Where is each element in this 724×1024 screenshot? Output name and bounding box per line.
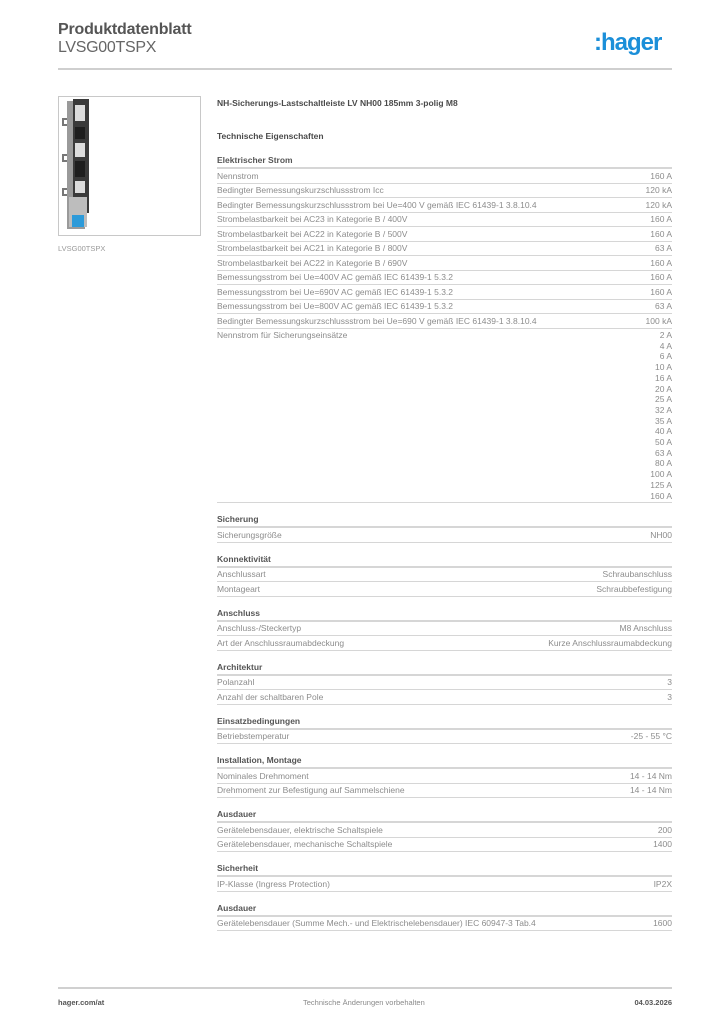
spec-label: Strombelastbarkeit bei AC23 in Kategorie B / 400V: [217, 214, 408, 224]
spec-label: Gerätelebensdauer, elektrische Schaltspiele: [217, 824, 383, 835]
spec-value: 25 A: [654, 394, 672, 405]
spec-row: [217, 213, 672, 228]
fuse-rating-values: [650, 330, 672, 501]
section-einsatzbedingungen: [217, 715, 672, 745]
spec-value: 4 A: [659, 340, 672, 351]
spec-value: 125 A: [650, 479, 672, 490]
spec-label: Polanzahl: [217, 677, 255, 688]
spec-row: [217, 690, 672, 705]
spec-value: 2 A: [659, 330, 672, 340]
footer-website: hager.com/at: [58, 998, 105, 1007]
product-image: [58, 96, 201, 236]
spec-value: 3: [667, 677, 672, 688]
spec-row-fuse-ratings: [217, 329, 672, 504]
spec-row: [217, 568, 672, 583]
spec-label: Bemessungsstrom bei Ue=690V AC gemäß IEC 61439-1 5.3.2: [217, 286, 454, 297]
spec-value: 200: [657, 824, 672, 835]
spec-label: Anschlussart: [217, 569, 266, 580]
section-elektrischer-strom: [217, 154, 672, 503]
spec-row: [217, 271, 672, 286]
spec-value: 160 A: [650, 490, 672, 501]
section-architektur: [217, 661, 672, 705]
spec-value: 160 A: [650, 272, 672, 282]
spec-value: 6 A: [659, 351, 672, 362]
spec-value: 14 - 14 Nm: [629, 770, 672, 781]
section-ausdauer-2: [217, 902, 672, 932]
document-title: Produktdatenblatt: [58, 21, 192, 38]
section-ausdauer: [217, 808, 672, 852]
section-title: Konnektivität: [217, 553, 672, 568]
section-title: Sicherung: [217, 513, 672, 528]
spec-row: [217, 784, 672, 799]
spec-row: [217, 676, 672, 691]
footer-divider: [58, 987, 672, 989]
product-name: NH-Sicherungs-Lastschaltleiste LV NH00 185mm 3-polig M8: [217, 98, 458, 108]
spec-value: Kurze Anschlussraumabdeckung: [548, 637, 672, 648]
spec-value: 120 kA: [645, 199, 672, 210]
spec-row: [217, 636, 672, 651]
spec-row: [217, 314, 672, 329]
spec-row: [217, 227, 672, 242]
spec-label: Art der Anschlussraumabdeckung: [217, 637, 345, 648]
spec-label: Bedingter Bemessungskurzschlussstrom bei Ue=400 V gemäß IEC 61439-1 3.8.10.4: [217, 199, 537, 210]
section-title: Installation, Montage: [217, 754, 672, 769]
spec-value: IP2X: [653, 878, 672, 889]
spec-value: 14 - 14 Nm: [629, 785, 672, 796]
spec-label: Montageart: [217, 583, 260, 594]
section-title: Anschluss: [217, 607, 672, 622]
spec-row: [217, 242, 672, 257]
section-title: Ausdauer: [217, 808, 672, 823]
spec-label: Strombelastbarkeit bei AC22 in Kategorie B / 690V: [217, 257, 408, 268]
spec-value: 16 A: [654, 372, 672, 383]
section-sicherheit: [217, 862, 672, 892]
spec-row: [217, 877, 672, 892]
spec-value: 160 A: [650, 257, 672, 268]
spec-value: 160 A: [650, 170, 672, 181]
spec-label: Gerätelebensdauer, mechanische Schaltspiele: [217, 839, 393, 850]
section-title: Sicherheit: [217, 862, 672, 877]
spec-value: -25 - 55 °C: [630, 731, 672, 742]
spec-value: 100 A: [650, 469, 672, 480]
spec-label: Strombelastbarkeit bei AC22 in Kategorie B / 500V: [217, 228, 408, 239]
spec-value: 63 A: [654, 447, 672, 458]
spec-label: Bemessungsstrom bei Ue=400V AC gemäß IEC 61439-1 5.3.2: [217, 272, 454, 282]
spec-label: Nominales Drehmoment: [217, 770, 309, 781]
spec-row: [217, 285, 672, 300]
spec-label: Bedingter Bemessungskurzschlussstrom Icc: [217, 185, 384, 195]
spec-label: IP-Klasse (Ingress Protection): [217, 878, 330, 889]
section-sicherung: [217, 513, 672, 543]
spec-row: [217, 256, 672, 271]
specifications: [217, 96, 672, 941]
spec-value: Schraubbefestigung: [596, 583, 672, 594]
spec-row: [217, 528, 672, 543]
spec-value: 80 A: [654, 458, 672, 469]
spec-value: 100 kA: [645, 315, 672, 326]
spec-row: [217, 300, 672, 315]
spec-value: M8 Anschluss: [619, 623, 672, 634]
spec-value: 160 A: [650, 286, 672, 297]
spec-value: 63 A: [654, 301, 672, 311]
spec-row: [217, 169, 672, 184]
spec-row: [217, 184, 672, 199]
spec-row: [217, 769, 672, 784]
spec-label: Anschluss-/Steckertyp: [217, 623, 302, 634]
section-installation-montage: [217, 754, 672, 798]
spec-row: [217, 198, 672, 213]
product-image-caption: LVSG00TSPX: [58, 244, 106, 253]
spec-label: Betriebstemperatur: [217, 731, 290, 742]
technical-properties-title: Technische Eigenschaften: [217, 131, 324, 141]
section-anschluss: [217, 607, 672, 651]
fuse-switch-icon: [59, 97, 200, 235]
spec-value: 3: [667, 691, 672, 702]
spec-value: 10 A: [654, 362, 672, 373]
spec-label: Nennstrom: [217, 170, 259, 181]
spec-value: 63 A: [654, 243, 672, 253]
spec-label: Bedingter Bemessungskurzschlussstrom bei Ue=690 V gemäß IEC 61439-1 3.8.10.4: [217, 315, 537, 326]
spec-row: [217, 838, 672, 853]
spec-label: Nennstrom für Sicherungseinsätze: [217, 330, 348, 340]
spec-label: Strombelastbarkeit bei AC21 in Kategorie B / 800V: [217, 243, 408, 253]
spec-label: Gerätelebensdauer (Summe Mech.- und Elektrischelebensdauer) IEC 60947-3 Tab.4: [217, 918, 536, 929]
spec-value: Schraubanschluss: [602, 569, 672, 580]
spec-label: Bemessungsstrom bei Ue=800V AC gemäß IEC 61439-1 5.3.2: [217, 301, 454, 311]
spec-value: 35 A: [654, 415, 672, 426]
spec-value: 160 A: [650, 214, 672, 224]
hager-logo: :hager: [594, 29, 662, 56]
spec-label: Anzahl der schaltbaren Pole: [217, 691, 324, 702]
footer-disclaimer: Technische Änderungen vorbehalten: [303, 998, 425, 1007]
section-konnektivitaet: [217, 553, 672, 597]
product-code: LVSG00TSPX: [58, 39, 157, 56]
section-title: Elektrischer Strom: [217, 154, 672, 169]
section-title: Ausdauer: [217, 902, 672, 917]
spec-value: 40 A: [654, 426, 672, 437]
spec-row: [217, 622, 672, 637]
spec-label: Drehmoment zur Befestigung auf Sammelschiene: [217, 785, 405, 796]
spec-value: 1600: [653, 918, 672, 929]
spec-row: [217, 582, 672, 597]
spec-row: [217, 730, 672, 745]
spec-value: 120 kA: [645, 185, 672, 195]
section-title: Architektur: [217, 661, 672, 676]
spec-value: NH00: [650, 529, 672, 540]
spec-value: 50 A: [654, 437, 672, 448]
spec-value: 160 A: [650, 228, 672, 239]
footer-date: 04.03.2026: [634, 998, 672, 1007]
section-title: Einsatzbedingungen: [217, 715, 672, 730]
header-divider: [58, 68, 672, 70]
spec-value: 20 A: [654, 383, 672, 394]
spec-row: [217, 823, 672, 838]
spec-row: [217, 917, 672, 932]
spec-value: 1400: [653, 839, 672, 850]
spec-label: Sicherungsgröße: [217, 529, 282, 540]
spec-value: 32 A: [654, 404, 672, 415]
